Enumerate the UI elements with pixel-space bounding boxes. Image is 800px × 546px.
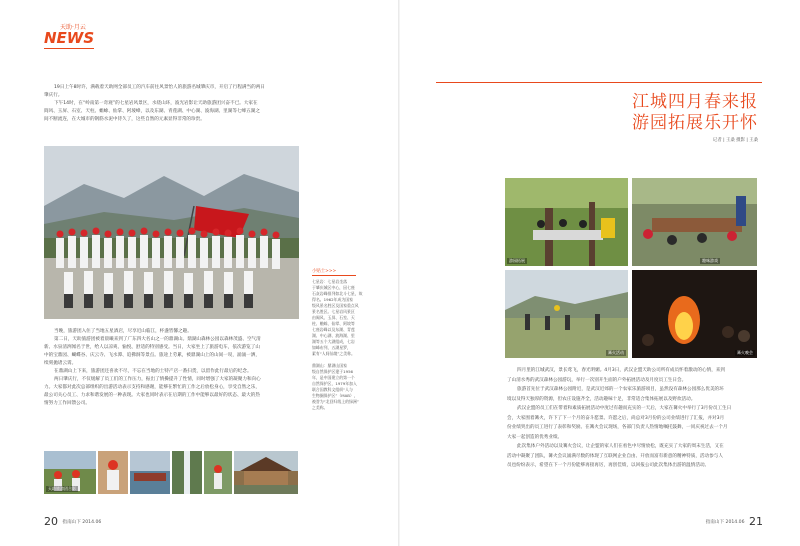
right-footer-label: 指南山下 2014.06 [705, 520, 745, 525]
grid-photo-4 [632, 270, 757, 358]
sidebar-body [312, 279, 363, 411]
strip-photo-1 [44, 451, 96, 494]
sidebar-line: 联合国教科文组织“人与 [312, 387, 353, 392]
right-footer [706, 515, 763, 528]
photo-caption: 篝火晚会 [737, 350, 753, 355]
intro-text [44, 84, 349, 124]
sidebar-line: 七星岩：七星岩坐落 [312, 279, 348, 284]
group-photo [44, 146, 299, 319]
left-page-number: 20 [44, 515, 58, 528]
left-footer-label: 指南山下 2014.06 [62, 520, 102, 525]
grid-photo-2-art [632, 178, 757, 266]
photo-caption: 游园拓展 [509, 258, 525, 263]
strip-photo-2 [98, 451, 128, 494]
sidebar-line: 被誉为“北回归线上的绿洲” [312, 399, 359, 404]
article-line: 境以及得天独厚的资源，但农庄设施齐全，活动趣味十足，非常适合集体拓展以及野炊活动。 [507, 396, 696, 402]
main-line: 当晚，旅游团入住了当地五星酒店，尽享近山临江，杯盏皆馨之趣。 [54, 329, 192, 334]
article-line: 此次集体户外活动以及篝火会议，让企盟的家人们在看色中尽情放松，既充实了大家的周末生活，又在 [517, 444, 724, 449]
intro-line: 19日上午8时许，满载着天助网全部员工的汽车前往风景怡人的旅游名城肇庆市，开启了行程满当的两日 [54, 85, 265, 90]
article-line: 会，大家围着篝火，许下了下一个月的奋斗愿景。许愿之后，尚总对3月份的公司业绩进行了汇报，并对3月 [507, 415, 725, 421]
photo-caption: 趣味游戏 [702, 258, 718, 263]
intro-line: 肇庆行。 [44, 93, 63, 98]
main-line: 新、水泉清洌闻名于世，给人以凉爽、愉悦、舒适的特别感受。当日，大家坐上了旅游电车，依次游览了山 [44, 345, 260, 350]
photo-caption: 天助旅游团合影 [48, 486, 76, 491]
grid-photo-1 [505, 178, 628, 266]
grid-photo-3 [505, 270, 628, 358]
main-line: 力。大家都对此次总部组织的出游活动表示支持和感谢，能够在繁忙的工作之后放松身心，享受自然之乐， [44, 385, 260, 390]
grid-photo-3-art [505, 270, 628, 358]
main-line: 两日肇庆行，不仅缓解了员工们的工作压力，振出了情操提升了性情，同时增强了大家的凝聚力和向心 [54, 377, 261, 382]
article-line: 了山清水秀的武汉森林公园游玩，举行一次别开生面的户外拓展活动及月度员工生日会。 [507, 377, 687, 383]
sidebar-line: 于肇庆城区中心，因七座 [312, 285, 355, 290]
sidebar-line: 柱、蟾蜍、仙掌、阿坡等 [312, 321, 355, 326]
article-line: 员也纷纷表示，希望在下一个月份能够再接再厉，再创佳绩，以回报公司此次集体出游的温情活动。 [507, 463, 710, 468]
article-line: 旅游首先位于武汉森林公园附近，是武汉近郊的一个农家乐旅游项目，虽然没有森林公园那么优美的环 [517, 387, 724, 392]
article-line: 份业绩突出的员工进行了表彰和奖励。在篝火会议现场，各部门负责人热情地嘱托鼓舞，一同庆祝过去一个月 [507, 425, 728, 430]
article-text [507, 366, 761, 471]
sidebar-line: 素有“人间仙境”之美称。 [312, 351, 355, 356]
main-line: 最公司关心员工、力求和谐发展的一种表现。大家也同时表示在后期的工作中能够以最好的状态、最大的热 [44, 393, 260, 398]
sidebar-line: 自然保护区，1979年加入 [312, 381, 357, 386]
logo-top-text: 天助·月云 [60, 24, 86, 31]
news-logo [44, 24, 96, 47]
main-line: 情努力工作回馈公司。 [44, 401, 90, 406]
logo-main-text: NEWS [44, 29, 95, 47]
strip-photo-5 [204, 451, 232, 494]
intro-line: 阆风、玉屏、石室、天柱、蟾蜍、仙掌、阿坡峰，以及东湖、青莲湖、中心湖、波海湖、里湖等七峰五湖之 [44, 109, 260, 114]
byline: 记者 | 王桑 摄影 | 王桑 [712, 138, 758, 143]
sidebar-line: 年，是中国建立的第一个 [312, 375, 355, 380]
article-line: 四月里的江城武汉，景长莺飞，春光明媚。4月3日，武汉企盟天助公司所有成员怀着激动的心情，来到 [517, 368, 725, 373]
strip-photo-5-art [204, 451, 232, 494]
title-rule [436, 82, 762, 83]
group-photo-art [44, 146, 299, 319]
main-line: 续刻抛诸云霄。 [44, 361, 77, 366]
intro-line: 下午14时，在“岭南第一奇观”的七星岩风景区，水绕山环，波光岩影让天助旅游团兴奋不已。大家在 [54, 101, 258, 106]
sidebar-line: 得名。1962年成为国家 [312, 297, 354, 302]
sidebar-line: 景名胜区。七星岩风景区 [312, 309, 355, 314]
article-line: 活动中凝聚了团队，篝火会议涌满尽数的体现了互联网企业自由、开放而富有新意的精神特质，活动参与人 [507, 453, 723, 459]
sidebar-line: 湖等五个大湖组成，七岩 [312, 339, 355, 344]
sidebar-line: 级自然保护区建于1956 [312, 369, 354, 374]
sidebar-line: 湖、中心湖、波海湖、里 [312, 333, 355, 338]
strip-photo-2-art [98, 451, 128, 494]
article-title-line2: 游园拓展乐开怀 [632, 113, 758, 133]
tips-sidebar [312, 268, 363, 411]
main-line: 中的宝鼎园、蝴蝶谷、庆云寺、飞水潭、追佛洞等景点。旅途上劳累，被鼎湖山上的山间一叹，涌涌一洒， [44, 353, 260, 358]
strip-photo-4-art [172, 451, 202, 494]
strip-photo-6-art [234, 451, 298, 494]
right-page-number: 21 [749, 515, 763, 528]
sidebar-line: 鼎湖山：鼎湖山国家 [312, 363, 348, 368]
strip-photo-3 [130, 451, 170, 494]
grid-photo-2 [632, 178, 757, 266]
main-line: 在鼎湖山上下来，旅游团还喜欢不尽，不忘在当地的土特产店一番扫货，以留作此行最后的纪念。 [54, 369, 252, 374]
main-line: 第二日，天助旅游团被着晨曦来到了广东四大名山之一的鼎湖山。鼎湖山森林公园以森林茂盛、空气清 [54, 337, 261, 342]
sidebar-line: 之美称。 [312, 405, 328, 410]
article-line: 武汉企盟的员工们在带着和素质拓展活动中度过有趣而充实的一天后，大家在篝火中举行了3月份员工生日 [517, 406, 732, 411]
sidebar-line: 由阆风、玉屏、石室、天 [312, 315, 355, 320]
article-title-line1: 江城四月春来报 [632, 92, 758, 112]
sidebar-line: 石灰岩峰排列如北斗七星，故 [312, 291, 363, 296]
grid-photo-1-art [505, 178, 628, 266]
photo-caption: 篝火活动 [608, 350, 624, 355]
strip-photo-6 [234, 451, 298, 494]
grid-photo-4-art [632, 270, 757, 358]
sidebar-line: 级风景名胜区及国家重点风 [312, 303, 359, 308]
sidebar-line: 生物圈保护区”（MAB）， [312, 393, 358, 398]
intro-line: 间不断流连，在大城市的钢筋水泥中待久了，这些自然的元素显得非常的珍贵。 [44, 117, 205, 122]
strip-photo-4 [172, 451, 202, 494]
logo-underline [44, 48, 94, 49]
article-line: 大家一起创造的优秀业绩。 [507, 434, 563, 440]
sidebar-heading: 小贴士>>> [312, 268, 356, 276]
sidebar-line: 七座岩峰以及东湖、青莲 [312, 327, 355, 332]
strip-photo-3-art [130, 451, 170, 494]
sidebar-line: 如峰布列，五湖星罗， [312, 345, 351, 350]
left-footer [44, 515, 101, 528]
main-text [44, 328, 306, 408]
